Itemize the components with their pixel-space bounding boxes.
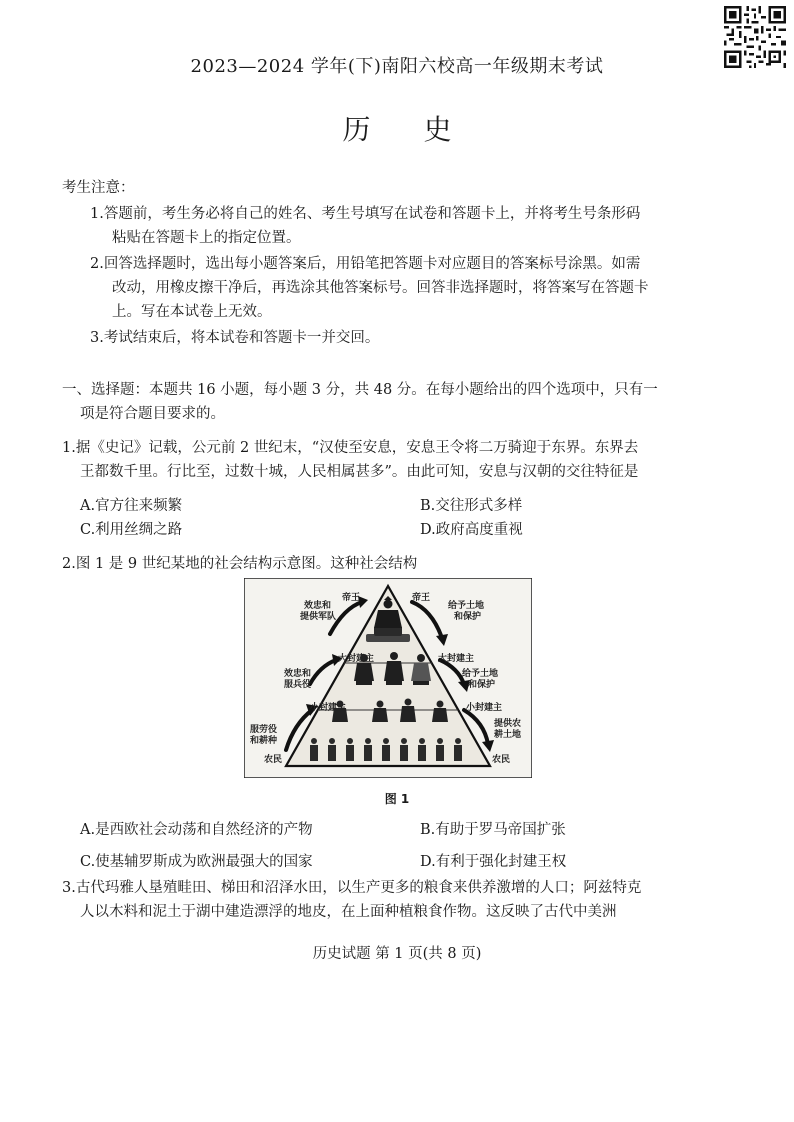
fig-label-land-protection-3: 给予土地: [462, 669, 499, 679]
question-3-stem-line-1: 3.古代玛雅人垦殖畦田、梯田和沼泽水田，以生产更多的粮食来供养激增的人口；阿兹特克: [62, 880, 642, 896]
fig-label-peasant-left: 农民: [264, 755, 283, 765]
fig-label-land-protection-2: 和保护: [454, 612, 482, 622]
question-2-option-d: D.有利于强化封建王权: [420, 854, 567, 870]
question-3-stem-line-2: 人以木料和泥土于湖中建造漂浮的地皮，在上面种植粮食作物。这反映了古代中美洲: [80, 904, 617, 920]
fig-label-great-lord-left: 大封建主: [338, 654, 375, 664]
notice-item-1-line-2: 粘贴在答题卡上的指定位置。: [112, 230, 301, 246]
fig-label-small-lord-right: 小封建主: [466, 703, 503, 713]
fig-label-small-lord-left: 小封建主: [310, 703, 347, 713]
section-1-instructions-line-2: 项是符合题目要求的。: [80, 406, 225, 422]
question-1-stem-line-2: 王都数千里。行比至，过数十城，人民相属甚多”。由此可知，安息与汉朝的交往特征是: [80, 464, 639, 480]
fig-label-farmland-1: 提供农: [494, 719, 522, 729]
fig-label-labor-farming-1: 服劳役: [250, 725, 278, 735]
section-1-instructions-line-1: 一、选择题：本题共 16 小题，每小题 3 分，共 48 分。在每小题给出的四个选项中，只有一: [62, 382, 658, 398]
question-2-option-b: B.有助于罗马帝国扩张: [420, 822, 566, 838]
fig-label-farmland-2: 耕土地: [494, 730, 522, 740]
notice-item-2-line-1: 2.回答选择题时，选出每小题答案后，用铅笔把答题卡对应题目的答案标号涂黑。如需: [90, 256, 641, 272]
notice-item-1-line-1: 1.答题前，考生务必将自己的姓名、考生号填写在试卷和答题卡上，并将考生号条形码: [90, 206, 641, 222]
question-1-option-b: B.交往形式多样: [420, 498, 523, 514]
exam-title: 2023—2024 学年(下)南阳六校高一年级期末考试: [190, 56, 604, 77]
figure-caption: 图 1: [384, 792, 410, 806]
notice-item-2-line-3: 上。写在本试卷上无效。: [112, 304, 272, 320]
question-2-option-a: A.是西欧社会动荡和自然经济的产物: [80, 822, 313, 838]
feudal-pyramid-figure: [244, 578, 532, 778]
fig-label-land-protection-1: 给予土地: [448, 601, 485, 611]
question-1-stem-line-1: 1.据《史记》记载，公元前 2 世纪末，“汉使至安息，安息王令将二万骑迎于东界。东界去: [62, 440, 639, 456]
notice-heading: 考生注意：: [62, 180, 135, 196]
question-1-option-d: D.政府高度重视: [420, 522, 523, 538]
fig-label-loyalty-service-2: 服兵役: [284, 680, 312, 690]
fig-label-peasant-right: 农民: [492, 755, 511, 765]
fig-label-king-left: 帝王: [342, 593, 361, 603]
question-1-option-c: C.利用丝绸之路: [80, 522, 183, 538]
qr-code-icon: [724, 6, 786, 68]
fig-label-loyalty-army-1: 效忠和: [304, 601, 332, 611]
notice-item-2-line-2: 改动，用橡皮擦干净后，再选涂其他答案标号。回答非选择题时，将答案写在答题卡: [112, 280, 649, 296]
fig-label-labor-farming-2: 和耕种: [250, 736, 278, 746]
fig-label-land-protection-4: 和保护: [468, 680, 496, 690]
question-2-option-c: C.使基辅罗斯成为欧洲最强大的国家: [80, 854, 313, 870]
fig-label-loyalty-service-1: 效忠和: [284, 669, 312, 679]
notice-item-3: 3.考试结束后，将本试卷和答题卡一并交回。: [90, 330, 380, 346]
fig-label-loyalty-army-2: 提供军队: [300, 612, 337, 622]
subject-title: 历 史: [342, 113, 474, 146]
page-footer: 历史试题 第 1 页(共 8 页): [312, 946, 482, 962]
peasant-figures-icon: [310, 738, 462, 761]
question-2-stem: 2.图 1 是 9 世纪某地的社会结构示意图。这种社会结构: [62, 556, 418, 572]
question-1-option-a: A.官方往来频繁: [80, 498, 183, 514]
fig-label-king-right: 帝王: [412, 593, 431, 603]
fig-label-great-lord-right: 大封建主: [438, 654, 475, 664]
